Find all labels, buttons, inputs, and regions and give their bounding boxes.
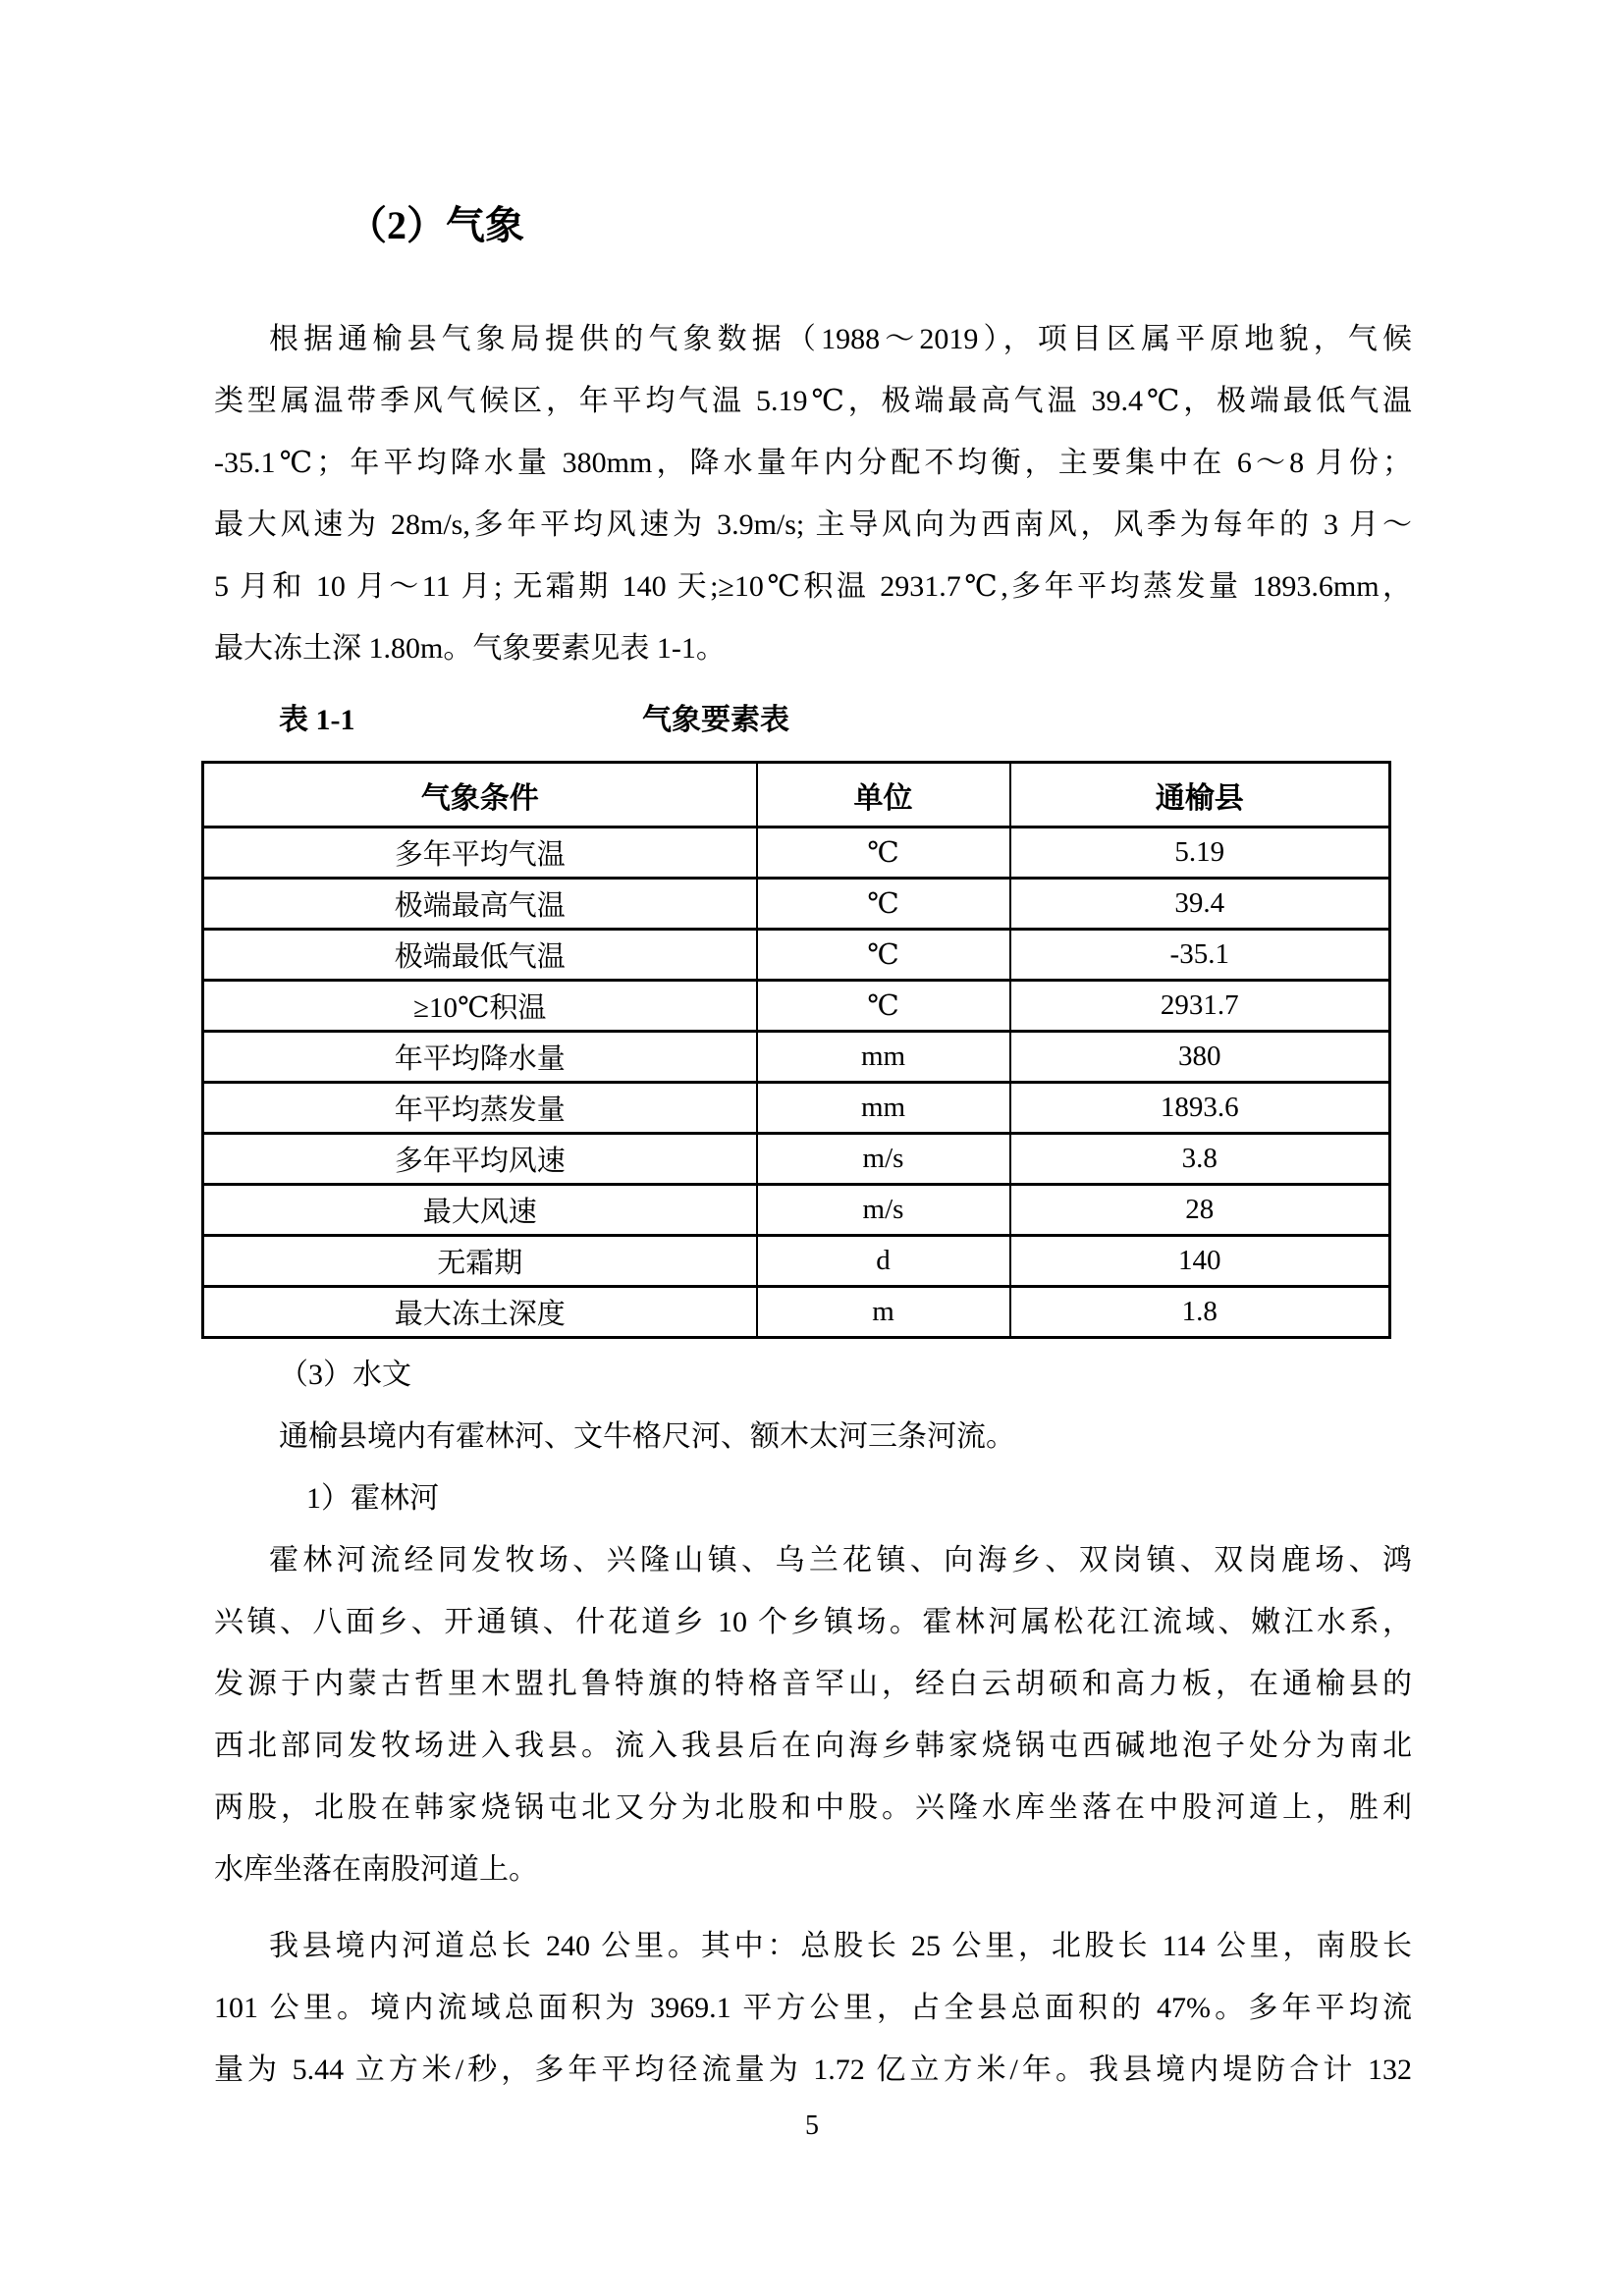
subsection-heading-huolin-river: 1）霍林河 (306, 1482, 439, 1515)
cell-condition: 最大冻土深度 (203, 1287, 757, 1338)
paragraph-line: 兴镇、八面乡、开通镇、什花道乡 10 个乡镇场。霍林河属松花江流域、嫩江水系， (214, 1606, 1412, 1638)
cell-value: 39.4 (1010, 879, 1390, 930)
table-header-row (203, 763, 1390, 828)
table-row (203, 879, 1390, 930)
cell-value: 28 (1010, 1185, 1390, 1236)
meteorological-elements-table (201, 761, 1391, 1339)
table-row (203, 930, 1390, 981)
table-header-condition: 气象条件 (203, 763, 757, 828)
cell-unit: ℃ (757, 879, 1010, 930)
channel-paragraph (214, 1915, 1412, 2101)
hydrology-section (214, 1344, 1412, 1529)
cell-value: 3.8 (1010, 1134, 1390, 1185)
cell-value: 380 (1010, 1032, 1390, 1083)
cell-value: -35.1 (1010, 930, 1390, 981)
cell-value: 5.19 (1010, 828, 1390, 879)
cell-condition: 极端最低气温 (203, 930, 757, 981)
table-row (203, 981, 1390, 1032)
paragraph-line: 霍林河流经同发牧场、兴隆山镇、乌兰花镇、向海乡、双岗镇、双岗鹿场、鸿 (269, 1544, 1412, 1576)
paragraph-line: 类型属温带季风气候区，年平均气温 5.19℃，极端最高气温 39.4℃，极端最低气温 (214, 385, 1412, 417)
section-heading-hydrology: （3）水文 (279, 1359, 411, 1391)
paragraph-line: 量为 5.44 立方米/秒，多年平均径流量为 1.72 亿立方米/年。我县境内堤防合计 132 (214, 2054, 1412, 2086)
hydrology-intro-line: 通榆县境内有霍林河、文牛格尺河、额木太河三条河流。 (279, 1420, 1015, 1453)
table-row (203, 1134, 1390, 1185)
table-header-unit: 单位 (757, 763, 1010, 828)
table-row (203, 1032, 1390, 1083)
paragraph-line: 我县境内河道总长 240 公里。其中：总股长 25 公里，北股长 114 公里，南股长 (269, 1930, 1412, 1962)
table-row (203, 828, 1390, 879)
cell-unit: ℃ (757, 828, 1010, 879)
cell-condition: 多年平均气温 (203, 828, 757, 879)
paragraph-line: 最大冻土深 1.80m。气象要素见表 1-1。 (214, 632, 726, 665)
table-caption-label: 表 1-1 (279, 704, 355, 736)
table-row (203, 1236, 1390, 1287)
section-heading-weather: （2）气象 (348, 203, 524, 247)
river-paragraph (214, 1529, 1412, 1900)
table-header-county: 通榆县 (1010, 763, 1390, 828)
cell-condition: 极端最高气温 (203, 879, 757, 930)
paragraph-line: 最大风速为 28m/s,多年平均风速为 3.9m/s; 主导风向为西南风，风季为每年的 3 月～ (214, 508, 1412, 541)
cell-condition: 多年平均风速 (203, 1134, 757, 1185)
cell-value: 1893.6 (1010, 1083, 1390, 1134)
cell-unit: mm (757, 1083, 1010, 1134)
table-row (203, 1083, 1390, 1134)
table-row (203, 1287, 1390, 1338)
cell-condition: ≥10℃积温 (203, 981, 757, 1032)
cell-condition: 年平均降水量 (203, 1032, 757, 1083)
paragraph-line: 5 月和 10 月～11 月; 无霜期 140 天;≥10℃积温 2931.7℃,多年平均蒸发量 1893.6mm， (214, 570, 1412, 603)
cell-value: 1.8 (1010, 1287, 1390, 1338)
table-row (203, 1185, 1390, 1236)
paragraph-line: 西北部同发牧场进入我县。流入我县后在向海乡韩家烧锅屯西碱地泡子处分为南北 (214, 1730, 1412, 1762)
cell-unit: m/s (757, 1134, 1010, 1185)
weather-paragraph (214, 308, 1412, 679)
paragraph-line: -35.1℃；年平均降水量 380mm，降水量年内分配不均衡，主要集中在 6～8 月份； (214, 447, 1412, 479)
cell-unit: mm (757, 1032, 1010, 1083)
cell-unit: ℃ (757, 981, 1010, 1032)
cell-condition: 年平均蒸发量 (203, 1083, 757, 1134)
paragraph-line: 根据通榆县气象局提供的气象数据（1988～2019），项目区属平原地貌，气候 (269, 323, 1412, 355)
paragraph-line: 两股，北股在韩家烧锅屯北又分为北股和中股。兴隆水库坐落在中股河道上，胜利 (214, 1791, 1412, 1824)
paragraph-line: 水库坐落在南股河道上。 (214, 1853, 538, 1886)
cell-unit: d (757, 1236, 1010, 1287)
table-caption-title: 气象要素表 (642, 704, 789, 736)
cell-value: 2931.7 (1010, 981, 1390, 1032)
table-caption (214, 689, 1412, 751)
paragraph-line: 101 公里。境内流域总面积为 3969.1 平方公里，占全县总面积的 47%。多年平均流 (214, 1992, 1412, 2024)
cell-value: 140 (1010, 1236, 1390, 1287)
cell-unit: m (757, 1287, 1010, 1338)
cell-condition: 最大风速 (203, 1185, 757, 1236)
cell-unit: m/s (757, 1185, 1010, 1236)
cell-condition: 无霜期 (203, 1236, 757, 1287)
paragraph-line: 发源于内蒙古哲里木盟扎鲁特旗的特格音罕山，经白云胡硕和高力板，在通榆县的 (214, 1668, 1412, 1700)
cell-unit: ℃ (757, 930, 1010, 981)
page-number: 5 (805, 2110, 819, 2141)
